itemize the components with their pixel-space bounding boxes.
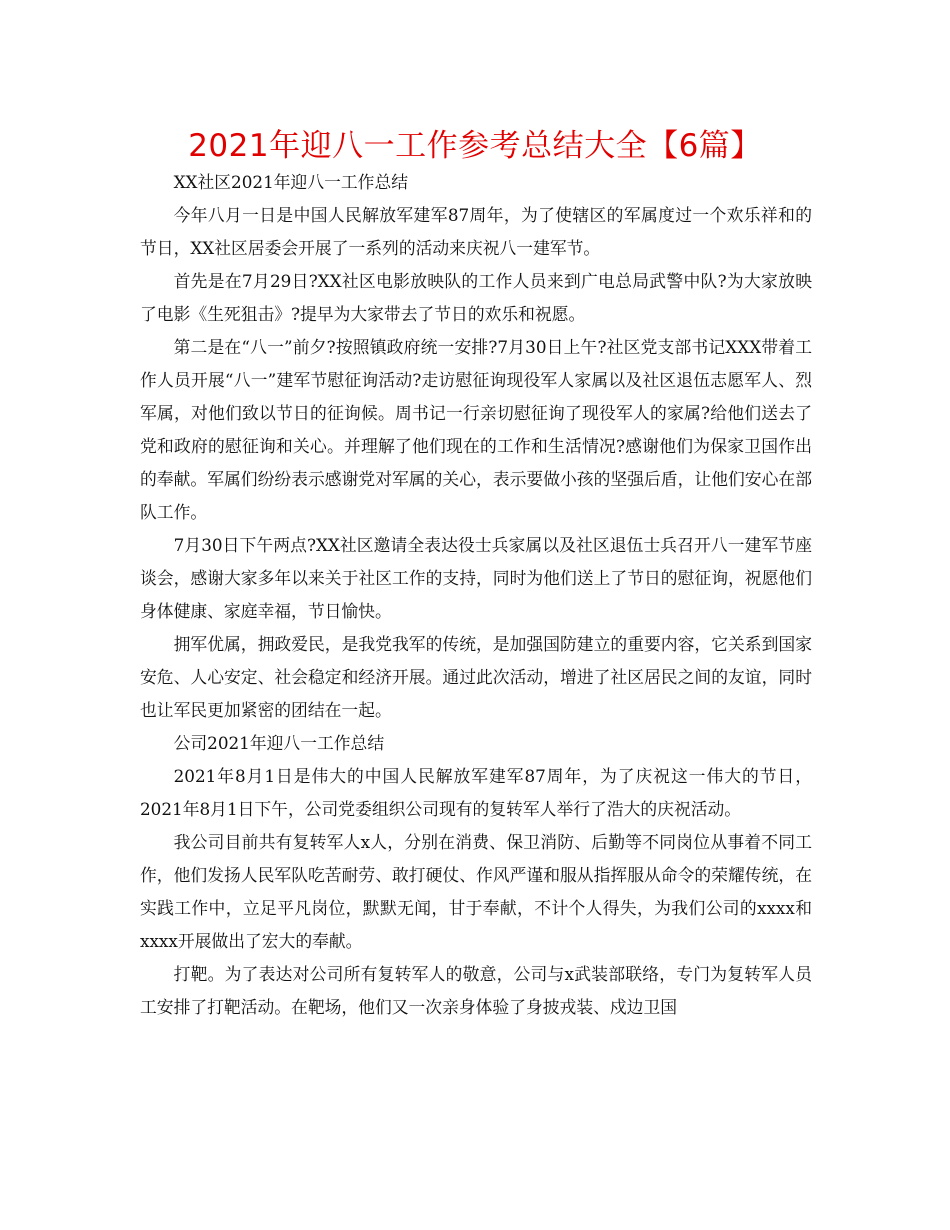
document-body bbox=[140, 166, 812, 1024]
paragraph: 2021年8月1日是伟大的中国人民解放军建军87周年，为了庆祝这一伟大的节日，2021年8月1日下午，公司党委组织公司现有的复转军人举行了浩大的庆祝活动。 bbox=[140, 766, 812, 819]
paragraph: 今年八月一日是中国人民解放军建军87周年，为了使辖区的军属度过一个欢乐祥和的节日，XX社区居委会开展了一系列的活动来庆祝八一建军节。 bbox=[140, 205, 812, 258]
paragraph: 7月30日下午两点?XX社区邀请全表达役士兵家属以及社区退伍士兵召开八一建军节座谈会，感谢大家多年以来关于社区工作的支持，同时为他们送上了节日的慰征询，祝愿他们身体健康、家庭幸福，节日愉快。 bbox=[140, 535, 812, 621]
document-title: 2021年迎八一工作参考总结大全【6篇】 bbox=[188, 128, 762, 164]
paragraph: 打靶。为了表达对公司所有复转军人的敬意，公司与x武装部联络，专门为复转军人员工安排了打靶活动。在靶场，他们又一次亲身体验了身披戎装、戍边卫国 bbox=[140, 964, 812, 1017]
section-heading-company: 公司2021年迎八一工作总结 bbox=[173, 733, 385, 753]
paragraph: 首先是在7月29日?XX社区电影放映队的工作人员来到广电总局武警中队?为大家放映了电影《生死狙击》?提早为大家带去了节日的欢乐和祝愿。 bbox=[140, 271, 812, 324]
section-heading-community: XX社区2021年迎八一工作总结 bbox=[173, 172, 409, 192]
paragraph: 拥军优属，拥政爱民，是我党我军的传统，是加强国防建立的重要内容，它关系到国家安危、人心安定、社会稳定和经济开展。通过此次活动，增进了社区居民之间的友谊，同时也让军民更加紧密的团结在一起。 bbox=[140, 634, 812, 720]
paragraph: 第二是在“八一”前夕?按照镇政府统一安排?7月30日上午?社区党支部书记XXX带着工作人员开展“八一”建军节慰征询活动?走访慰征询现役军人家属以及社区退伍志愿军人、烈军属，对他们致以节日的征询候。周书记一行亲切慰征询了现役军人的家属?给他们送去了党和政府的慰征询和关心。并理解了他们现在的工作和生活情况?感谢他们为保家卫国作出的奉献。军属们纷纷表示感谢党对军属的关心，表示要做小孩的坚强后盾，让他们安心在部队工作。 bbox=[140, 337, 812, 522]
paragraph: 我公司目前共有复转军人x人，分别在消费、保卫消防、后勤等不同岗位从事着不同工作，他们发扬人民军队吃苦耐劳、敢打硬仗、作风严谨和服从指挥服从命令的荣耀传统，在实践工作中，立足平凡岗位，默默无闻，甘于奉献，不计个人得失，为我们公司的xxxx和xxxx开展做出了宏大的奉献。 bbox=[140, 832, 812, 951]
